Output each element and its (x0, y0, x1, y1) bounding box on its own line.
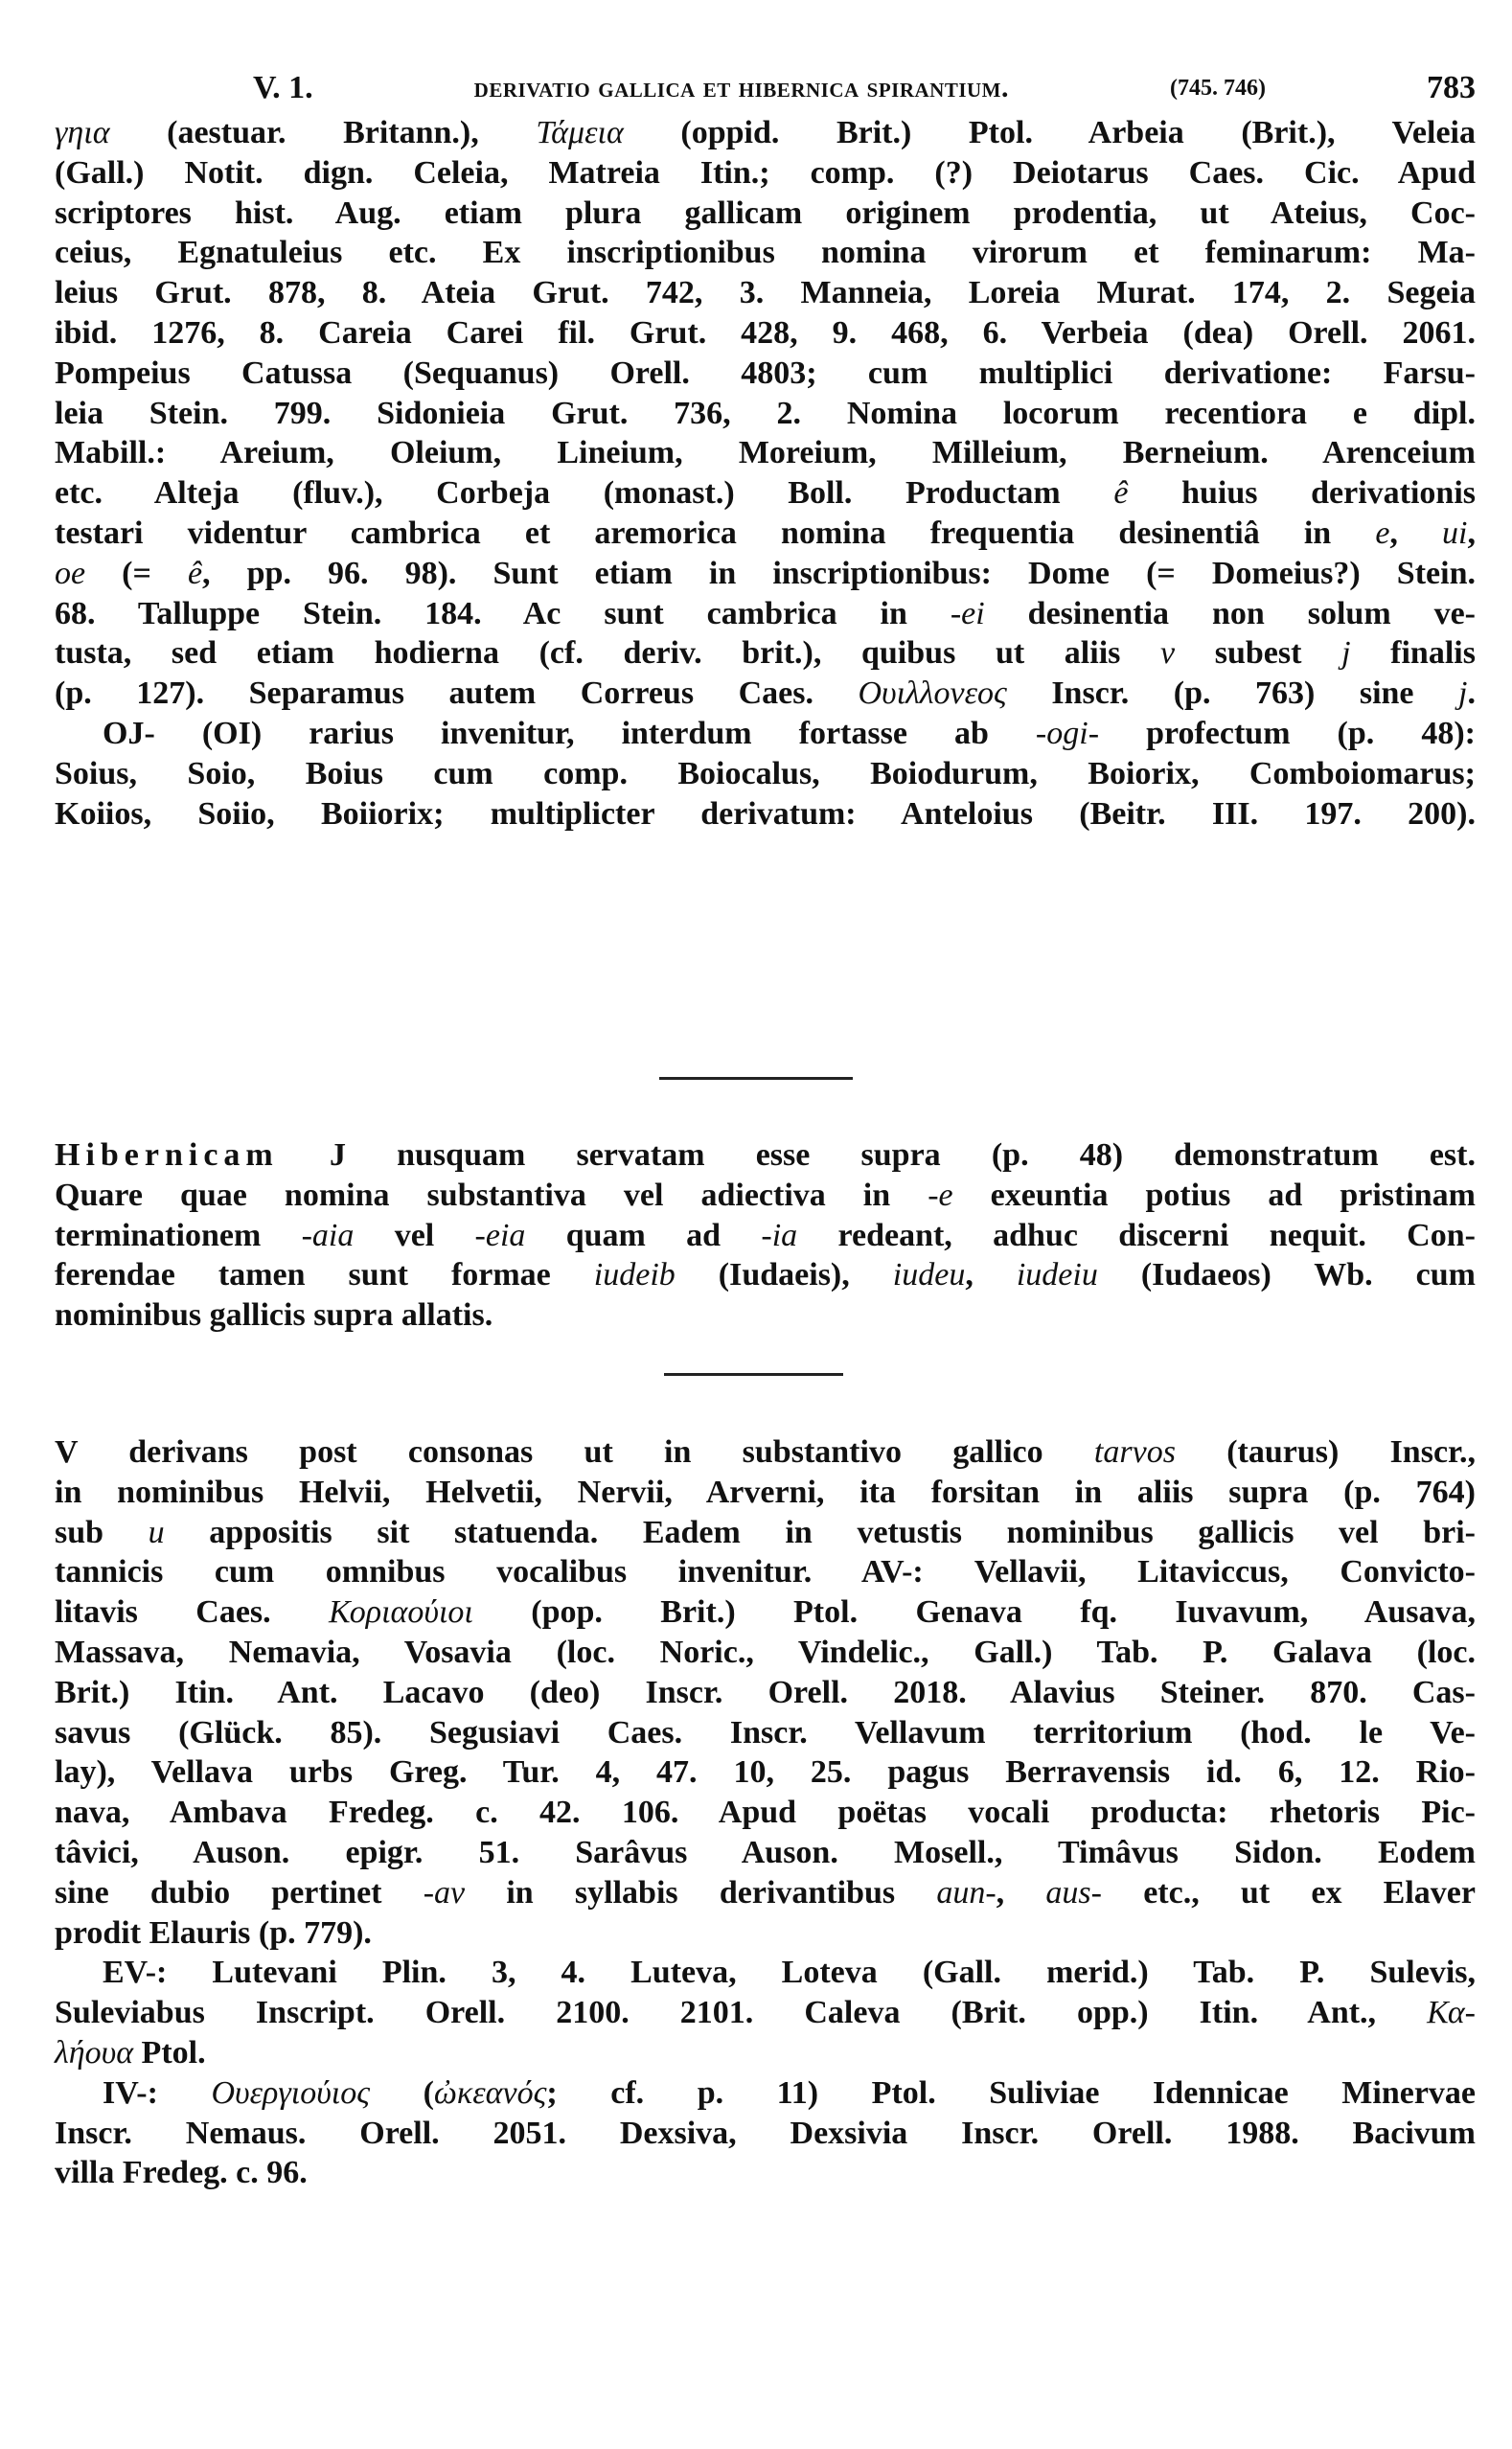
text-line (55, 473, 1476, 514)
text-line (55, 313, 1476, 354)
text-run: finalis (1350, 635, 1476, 672)
text-run: prodit Elauris (p. 779). (55, 1914, 372, 1951)
text-run: Mabill.: Areium, Oleium, Lineium, Moreium, Milleium, Berneium. Arenceium (55, 435, 1476, 471)
text-run: exeuntia potius ad pristinam (952, 1177, 1476, 1213)
text-run: Koiios, Soiio, Boiiorix; multiplicter derivatum: Anteloius (Beitr. III. 197. 200). (55, 795, 1476, 832)
text-run: (p. 127). Separamus autem Correus Caes. (55, 675, 859, 712)
text-line (55, 1135, 1476, 1176)
text-run: vel (354, 1217, 475, 1253)
text-run: villa Fredeg. c. 96. (55, 2155, 308, 2191)
text-run: ceius, Egnatuleius etc. Ex inscriptionibus nomina virorum et feminarum: Ma- (55, 235, 1476, 271)
paragraph-v-derivation (55, 1432, 1476, 2193)
text-run: huius derivationis (1128, 475, 1476, 512)
text-run: (Iudaeis), (675, 1257, 893, 1293)
text-run: ; cf. p. 11) Ptol. Suliviae Idennicae Minervae (546, 2074, 1477, 2111)
text-line (55, 1513, 1476, 1553)
text-run: etc., ut ex Elaver (1101, 1874, 1476, 1911)
text-run: (taurus) Inscr., (1175, 1434, 1477, 1470)
text-run: nava, Ambava Fredeg. c. 42. 106. Apud poëtas vocali producta: rhetoris Pic- (55, 1795, 1476, 1831)
italic-term: iudeiu (1016, 1257, 1098, 1293)
italic-term: iudeib (593, 1257, 676, 1293)
text-line (55, 1713, 1476, 1753)
text-run: in nominibus Helvii, Helvetii, Nervii, Arverni, ita forsitan in aliis supra (p. 764) (55, 1474, 1476, 1510)
section-divider (664, 1373, 843, 1376)
italic-term: Κοριαούιοι (329, 1594, 473, 1631)
text-run: sub (55, 1514, 149, 1550)
spaced-heading-word: Hibernicam (55, 1137, 279, 1173)
page-number: 783 (1426, 70, 1476, 105)
text-line (55, 754, 1476, 794)
text-run: redeant, adhuc discerni nequit. Con- (797, 1217, 1476, 1253)
text-run: savus (Glück. 85). Segusiavi Caes. Inscr. Vellavum territorium (hod. le Ve- (55, 1714, 1476, 1751)
text-line (55, 1673, 1476, 1713)
text-line (55, 633, 1476, 674)
text-run: tusta, sed etiam hodierna (cf. deriv. brit.), quibus ut aliis (55, 635, 1161, 672)
text-line (55, 1295, 1476, 1336)
text-line (55, 394, 1476, 434)
text-run: (pop. Brit.) Ptol. Genava fq. Iuvavum, Ausava, (472, 1594, 1476, 1631)
text-run: IV-: (103, 2074, 212, 2111)
italic-term: -av (423, 1874, 466, 1911)
text-run: quam ad (525, 1217, 762, 1253)
text-run: , (965, 1257, 1017, 1293)
text-run: litavis Caes. (55, 1594, 330, 1631)
text-line (55, 1953, 1476, 1993)
text-line (55, 1793, 1476, 1833)
italic-term: ui (1442, 515, 1468, 551)
text-line (55, 273, 1476, 313)
text-line (55, 354, 1476, 394)
text-line (55, 1255, 1476, 1295)
italic-term: e (1375, 515, 1390, 551)
text-line (55, 1473, 1476, 1513)
italic-term: -ia (761, 1217, 798, 1253)
italic-term: ê (187, 555, 203, 591)
italic-term: Κα- (1427, 1995, 1476, 2031)
text-line (55, 433, 1476, 473)
text-run: desinentia non solum ve- (984, 595, 1477, 631)
text-line (55, 1993, 1476, 2033)
text-run: etc. Alteja (fluv.), Corbeja (monast.) Boll. Productam (55, 475, 1114, 512)
italic-term: j (1458, 675, 1468, 712)
italic-term: aun- (936, 1874, 997, 1911)
text-line (55, 594, 1476, 634)
text-line (55, 674, 1476, 714)
italic-term: -ei (950, 595, 985, 631)
text-line (55, 194, 1476, 234)
text-run: Brit.) Itin. Ant. Lacavo (deo) Inscr. Orell. 2018. Alavius Steiner. 870. Cas- (55, 1674, 1476, 1710)
text-line (55, 1552, 1476, 1592)
italic-term: ê (1113, 475, 1129, 512)
text-line (55, 233, 1476, 273)
text-line (55, 1913, 1476, 1954)
text-line (55, 1216, 1476, 1256)
text-run: leius Grut. 878, 8. Ateia Grut. 742, 3. Manneia, Loreia Murat. 174, 2. Segeia (55, 275, 1476, 311)
italic-term: λήουα (55, 2034, 134, 2071)
text-run: Soius, Soio, Boius cum comp. Boiocalus, Boiodurum, Boiorix, Comboiomarus; (55, 755, 1476, 791)
text-run: testari videntur cambrica et aremorica nomina frequentia desinentiâ in (55, 515, 1376, 551)
text-run: Inscr. (p. 763) sine (1006, 675, 1459, 712)
text-run: (aestuar. Britann.), (109, 115, 537, 150)
text-run: Suleviabus Inscript. Orell. 2100. 2101. Caleva (Brit. opp.) Itin. Ant., (55, 1995, 1428, 2031)
running-title: derivatio gallica et hibernica spirantium. (473, 72, 1009, 103)
italic-term: iudeu (892, 1257, 966, 1293)
text-run: terminationem (55, 1217, 302, 1253)
text-run: ibid. 1276, 8. Careia Carei fil. Grut. 428, 9. 468, 6. Verbeia (dea) Orell. 2061. (55, 314, 1476, 351)
text-line (55, 2073, 1476, 2114)
text-line (55, 714, 1476, 754)
text-line (55, 2114, 1476, 2154)
text-line (55, 2033, 1476, 2073)
text-run: ferendae tamen sunt formae (55, 1257, 594, 1293)
text-run: Pompeius Catussa (Sequanus) Orell. 4803; cum multiplici derivatione: Farsu- (55, 355, 1476, 391)
text-run: tannicis cum omnibus vocalibus invenitur. AV-: Vellavii, Litaviccus, Convicto- (55, 1554, 1476, 1591)
text-run: appositis sit statuenda. Eadem in vetustis nominibus gallicis vel bri- (164, 1514, 1476, 1550)
text-run: J nusquam servatam esse supra (p. 48) demonstratum est. (278, 1137, 1476, 1173)
text-run: scriptores hist. Aug. etiam plura gallicam originem prodentia, ut Ateius, Coc- (55, 195, 1476, 231)
italic-term: -e (928, 1177, 953, 1213)
text-line (55, 1176, 1476, 1216)
text-line (55, 1833, 1476, 1873)
text-line (55, 554, 1476, 594)
italic-term: aus- (1045, 1874, 1102, 1911)
text-run: . (1467, 675, 1476, 712)
italic-term: u (148, 1514, 165, 1550)
text-run: 68. Talluppe Stein. 184. Ac sunt cambrica in (55, 595, 951, 631)
text-run: lay), Vellava urbs Greg. Tur. 4, 47. 10, 25. pagus Berravensis id. 6, 12. Rio- (55, 1754, 1476, 1791)
section-reference: (745. 746) (1170, 75, 1266, 101)
text-line (55, 794, 1476, 835)
text-run: nominibus gallicis supra allatis. (55, 1297, 493, 1334)
italic-term: -aia (301, 1217, 355, 1253)
text-run: in syllabis derivantibus (465, 1874, 937, 1911)
text-run: (Gall.) Notit. dign. Celeia, Matreia Itin.; comp. (?) Deiotarus Caes. Cic. Apud (55, 154, 1476, 191)
italic-term: v (1160, 635, 1176, 672)
running-header (253, 67, 1476, 109)
text-run: (= (85, 555, 188, 591)
italic-term: j (1341, 635, 1351, 672)
text-line (55, 1633, 1476, 1673)
text-run: subest (1175, 635, 1342, 672)
text-line (55, 113, 1476, 153)
text-run: Inscr. Nemaus. Orell. 2051. Dexsiva, Dexsivia Inscr. Orell. 1988. Bacivum (55, 2115, 1476, 2151)
paragraph-ei-derivation (55, 113, 1476, 834)
text-line (55, 1592, 1476, 1633)
text-run: (Iudaeos) Wb. cum (1097, 1257, 1477, 1293)
text-run: , pp. 96. 98). Sunt etiam in inscriptionibus: Dome (= Domeius?) Stein. (202, 555, 1476, 591)
section-number: V. 1. (253, 70, 313, 105)
text-line (55, 1752, 1476, 1793)
text-run: Ptol. (133, 2034, 206, 2071)
text-line (55, 514, 1476, 554)
text-run: sine dubio pertinet (55, 1874, 424, 1911)
text-line (55, 2153, 1476, 2193)
text-run: (oppid. Brit.) Ptol. Arbeia (Brit.), Veleia (623, 115, 1476, 150)
italic-term: γηια (55, 115, 110, 150)
text-line (55, 1873, 1476, 1913)
text-run: , (996, 1874, 1046, 1911)
text-run: , (1389, 515, 1443, 551)
text-run: Massava, Nemavia, Vosavia (loc. Noric., Vindelic., Gall.) Tab. P. Galava (loc. (55, 1634, 1476, 1670)
text-line (55, 153, 1476, 194)
text-run: tâvici, Auson. epigr. 51. Sarâvus Auson. Mosell., Timâvus Sidon. Eodem (55, 1834, 1476, 1870)
text-run: ( (370, 2074, 434, 2111)
text-run: EV-: Lutevani Plin. 3, 4. Luteva, Loteva (Gall. merid.) Tab. P. Sulevis, (103, 1955, 1476, 1991)
italic-term: Ουιλλονεος (858, 675, 1007, 712)
italic-term: oe (55, 555, 86, 591)
italic-term: Τάμεια (536, 115, 624, 150)
italic-term: ὠκεανός (433, 2074, 547, 2111)
text-run: OJ- (OI) rarius invenitur, interdum fortasse ab (103, 715, 1036, 751)
italic-term: -eia (474, 1217, 526, 1253)
text-run: profectum (p. 48): (1099, 715, 1476, 751)
text-run: leia Stein. 799. Sidonieia Grut. 736, 2. Nomina locorum recentiora e dipl. (55, 395, 1476, 431)
italic-term: Ουεργιούιος (211, 2074, 371, 2111)
paragraph-hibernian-j (55, 1135, 1476, 1336)
italic-term: -ogi- (1035, 715, 1100, 751)
section-divider (659, 1077, 853, 1080)
italic-term: tarvos (1093, 1434, 1176, 1470)
text-run: , (1467, 515, 1476, 551)
text-line (55, 1432, 1476, 1473)
text-run: V derivans post consonas ut in substantivo gallico (55, 1434, 1094, 1470)
text-run: Quare quae nomina substantiva vel adiectiva in (55, 1177, 928, 1213)
